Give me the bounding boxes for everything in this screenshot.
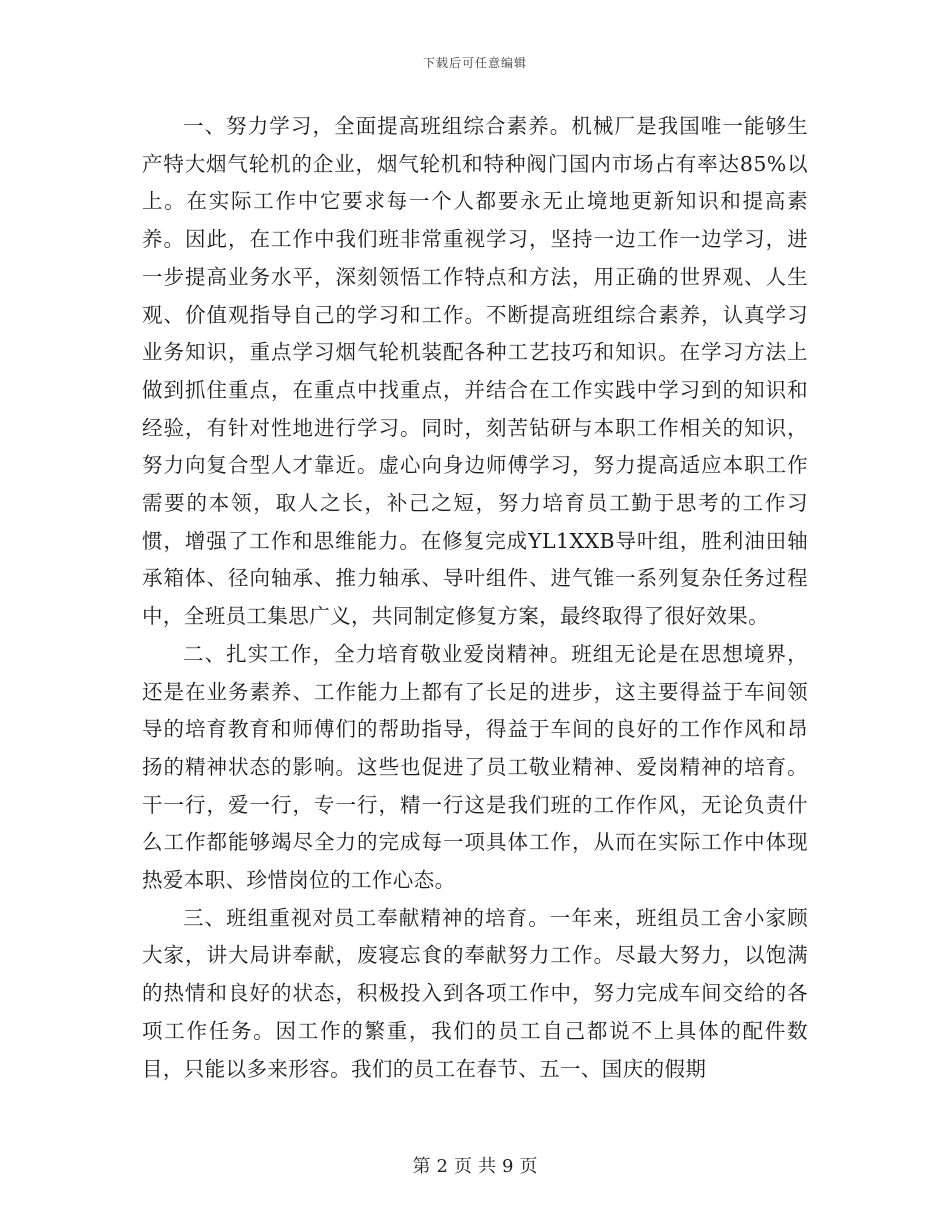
footer-page-word: 页 xyxy=(454,1156,472,1177)
document-body xyxy=(142,108,808,1088)
paragraph-3: 三、班组重视对员工奉献精神的培育。一年来，班组员工舍小家顾大家，讲大局讲奉献，废寝忘食的奉献努力工作。尽最大努力，以饱满的热情和良好的状态，积极投入到各项工作中，努力完成车间交给的各项工作任务。因工作的繁重，我们的员工自己都说不上具体的配件数目，只能以多来形容。我们的员工在春节、五一、国庆的假期 xyxy=(142,905,808,1081)
footer-prefix: 第 xyxy=(412,1156,431,1177)
paragraph-2: 二、扎实工作，全力培育敬业爱岗精神。班组无论是在思想境界，还是在业务素养、工作能力上都有了长足的进步，这主要得益于车间领导的培育教育和师傅们的帮助指导，得益于车间的良好的工作作风和昂扬的精神状态的影响。这些也促进了员工敬业精神、爱岗精神的培育。干一行，爱一行，专一行，精一行这是我们班的工作作风，无论负责什么工作都能够竭尽全力的完成每一项具体工作，从而在实际工作中体现热爱本职、珍惜岗位的工作心态。 xyxy=(142,641,808,893)
page-footer xyxy=(0,1152,950,1178)
paragraph-1: 一、努力学习，全面提高班组综合素养。机械厂是我国唯一能够生产特大烟气轮机的企业，烟气轮机和特种阀门国内市场占有率达85%以上。在实际工作中它要求每一个人都要永无止境地更新知识和提高素养。因此，在工作中我们班非常重视学习，坚持一边工作一边学习，进一步提高业务水平，深刻领悟工作特点和方法，用正确的世界观、人生观、价值观指导自己的学习和工作。不断提高班组综合素养，认真学习业务知识，重点学习烟气轮机装配各种工艺技巧和知识。在学习方法上做到抓住重点，在重点中找重点，并结合在工作实践中学习到的知识和经验，有针对性地进行学习。同时，刻苦钻研与本职工作相关的知识，努力向复合型人才靠近。虚心向身边师傅学习，努力提高适应本职工作需要的本领，取人之长，补己之短，努力培育员工勤于思考的工作习惯，增强了工作和思维能力。在修复完成YL1XXB导叶组，胜利油田轴承箱体、径向轴承、推力轴承、导叶组件、进气锥一系列复杂任务过程中，全班员工集思广义，共同制定修复方案，最终取得了很好效果。 xyxy=(142,114,808,629)
page-header xyxy=(0,54,950,71)
header-note: 下载后可任意编辑 xyxy=(422,56,527,70)
footer-suffix: 页 xyxy=(519,1156,538,1177)
footer-total-word: 共 xyxy=(478,1156,496,1177)
footer-total-pages: 9 xyxy=(502,1156,514,1177)
footer-current-page: 2 xyxy=(436,1156,448,1177)
